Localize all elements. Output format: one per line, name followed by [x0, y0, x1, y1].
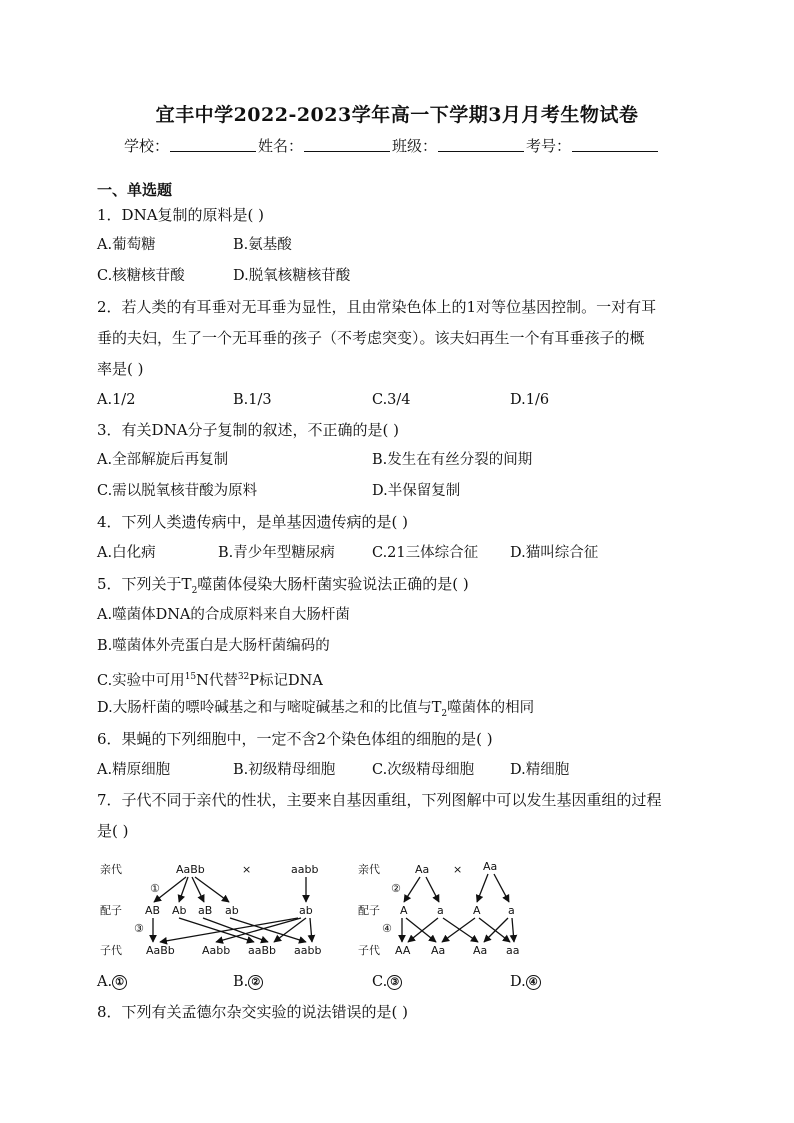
left-offspring-2: Aabb — [202, 944, 231, 957]
q6-option-c[interactable]: C.次级精母细胞 — [372, 762, 475, 778]
question-2-line-3: 率是( ) — [97, 360, 144, 378]
q7-c-letter: C. — [372, 974, 388, 990]
q1-option-d[interactable]: D.脱氧核糖核苷酸 — [233, 268, 351, 284]
left-gametes-label: 配子 — [100, 904, 122, 917]
question-7-line-2: 是( ) — [97, 822, 129, 840]
right-step-4-mark: ④ — [382, 922, 392, 935]
q5-option-d[interactable] — [97, 698, 534, 724]
q2-option-d[interactable]: D.1/6 — [510, 392, 550, 408]
left-gamete-partner: ab — [299, 904, 313, 917]
q5-c-superscript-2: 32 — [237, 672, 250, 682]
number-blank[interactable] — [572, 135, 658, 152]
right-offspring-3: Aa — [473, 944, 488, 957]
left-cross-diagram — [100, 862, 321, 957]
q7-b-letter: B. — [233, 974, 249, 990]
q3-option-a[interactable]: A.全部解旋后再复制 — [97, 452, 229, 468]
left-step-1-mark: ① — [150, 882, 160, 895]
q1-option-c[interactable]: C.核糖核苷酸 — [97, 268, 185, 284]
question-8-stem: 8．下列有关孟德尔杂交实验的说法错误的是( ) — [97, 1003, 409, 1021]
q4-option-b[interactable]: B.青少年型糖尿病 — [218, 545, 335, 561]
right-parent-2: Aa — [483, 860, 498, 873]
left-cross-sign: × — [242, 863, 252, 876]
question-2-line-1: 2．若人类的有耳垂对无耳垂为显性，且由常染色体上的1对等位基因控制。一对有耳 — [97, 298, 657, 316]
class-label: 班级： — [392, 137, 438, 155]
q6-option-a[interactable]: A.精原细胞 — [97, 762, 171, 778]
q3-option-b[interactable]: B.发生在有丝分裂的间期 — [372, 452, 533, 468]
q5-stem-prefix: 5．下列关于T — [97, 575, 192, 593]
left-gamete-4: ab — [225, 904, 239, 917]
q7-c-number: ③ — [387, 975, 402, 990]
q7-d-letter: D. — [510, 974, 526, 990]
left-step-3-mark: ③ — [134, 922, 144, 935]
q1-option-a[interactable]: A.葡萄糖 — [97, 237, 156, 253]
right-cross-sign: × — [453, 863, 463, 876]
q4-option-c[interactable]: C.21三体综合征 — [372, 545, 479, 561]
q5-d-prefix: D.大肠杆菌的嘌呤碱基之和与嘧啶碱基之和的比值与T — [97, 700, 442, 716]
q5-option-c[interactable] — [97, 667, 323, 691]
left-parents-label: 亲代 — [100, 863, 122, 876]
name-label: 姓名： — [258, 137, 304, 155]
question-2-line-2: 垂的夫妇，生了一个无耳垂的孩子（不考虑突变）。该夫妇再生一个有耳垂孩子的概 — [97, 329, 645, 347]
left-offspring-4: aabb — [294, 944, 322, 957]
right-gamete-1: A — [400, 904, 408, 917]
q5-c-suffix: P标记DNA — [249, 672, 323, 689]
right-parent-1: Aa — [415, 863, 430, 876]
question-6-stem: 6．果蝇的下列细胞中，一定不含2个染色体组的细胞的是( ) — [97, 730, 493, 748]
q7-option-b[interactable] — [233, 972, 263, 992]
school-blank[interactable] — [170, 135, 256, 152]
q2-option-a[interactable]: A.1/2 — [97, 392, 136, 408]
q4-option-a[interactable]: A.白化病 — [97, 545, 156, 561]
q7-a-number: ① — [112, 975, 127, 990]
q5-c-prefix: C.实验中可用 — [97, 672, 185, 689]
right-cross-diagram — [358, 860, 519, 957]
number-label: 考号： — [526, 137, 572, 155]
q7-option-d[interactable] — [510, 972, 541, 992]
right-gamete-3: A — [473, 904, 481, 917]
left-gamete-2: Ab — [172, 904, 187, 917]
q2-option-b[interactable]: B.1/3 — [233, 392, 272, 408]
q5-c-middle: N代替 — [196, 672, 238, 689]
q3-option-c[interactable]: C.需以脱氧核苷酸为原料 — [97, 483, 258, 499]
name-blank[interactable] — [304, 135, 390, 152]
left-gamete-1: AB — [145, 904, 161, 917]
left-offspring-1: AaBb — [146, 944, 175, 957]
q5-stem-suffix: 噬菌体侵染大肠杆菌实验说法正确的是( ) — [197, 575, 469, 593]
right-gamete-4: a — [508, 904, 515, 917]
question-4-stem: 4．下列人类遗传病中，是单基因遗传病的是( ) — [97, 513, 409, 531]
question-7-line-1: 7．子代不同于亲代的性状，主要来自基因重组，下列图解中可以发生基因重组的过程 — [97, 791, 662, 809]
q6-option-b[interactable]: B.初级精母细胞 — [233, 762, 336, 778]
q3-option-d[interactable]: D.半保留复制 — [372, 483, 461, 499]
q5-stem-subscript: 2 — [191, 586, 198, 596]
question-5-stem — [97, 574, 469, 601]
left-offspring-label: 子代 — [100, 944, 122, 957]
right-offspring-1: AA — [395, 944, 411, 957]
right-gamete-2: a — [437, 904, 444, 917]
right-offspring-label: 子代 — [358, 944, 380, 957]
q2-option-c[interactable]: C.3/4 — [372, 392, 411, 408]
q5-d-subscript: 2 — [441, 708, 448, 719]
section-heading: 一、单选题 — [97, 181, 173, 199]
q5-c-superscript-1: 15 — [184, 672, 197, 682]
left-gamete-3: aB — [198, 904, 213, 917]
q7-option-c[interactable] — [372, 972, 402, 992]
question-3-stem: 3．有关DNA分子复制的叙述，不正确的是( ) — [97, 421, 400, 439]
right-parents-label: 亲代 — [358, 863, 380, 876]
q4-option-d[interactable]: D.猫叫综合征 — [510, 545, 599, 561]
right-step-2-mark: ② — [391, 882, 401, 895]
left-parent-1: AaBb — [176, 863, 205, 876]
right-offspring-4: aa — [506, 944, 520, 957]
right-offspring-2: Aa — [431, 944, 446, 957]
class-blank[interactable] — [438, 135, 524, 152]
left-parent-2: aabb — [291, 863, 319, 876]
q6-option-d[interactable]: D.精细胞 — [510, 762, 570, 778]
genetics-cross-diagram — [98, 858, 538, 970]
right-gametes-label: 配子 — [358, 904, 380, 917]
q5-option-b[interactable]: B.噬菌体外壳蛋白是大肠杆菌编码的 — [97, 638, 330, 654]
left-offspring-3: aaBb — [248, 944, 277, 957]
q1-option-b[interactable]: B.氨基酸 — [233, 237, 292, 253]
q7-b-number: ② — [248, 975, 263, 990]
q7-d-number: ④ — [526, 975, 541, 990]
page-title: 宜丰中学2022-2023学年高一下学期3月月考生物试卷 — [155, 104, 639, 126]
q7-option-a[interactable] — [97, 972, 127, 992]
student-info-row — [124, 135, 660, 156]
school-label: 学校： — [124, 137, 170, 155]
q5-option-a[interactable]: A.噬菌体DNA的合成原料来自大肠杆菌 — [97, 607, 350, 623]
q5-d-suffix: 噬菌体的相同 — [447, 700, 535, 716]
question-1-stem: 1．DNA复制的原料是( ) — [97, 206, 265, 224]
q7-a-letter: A. — [97, 974, 113, 990]
